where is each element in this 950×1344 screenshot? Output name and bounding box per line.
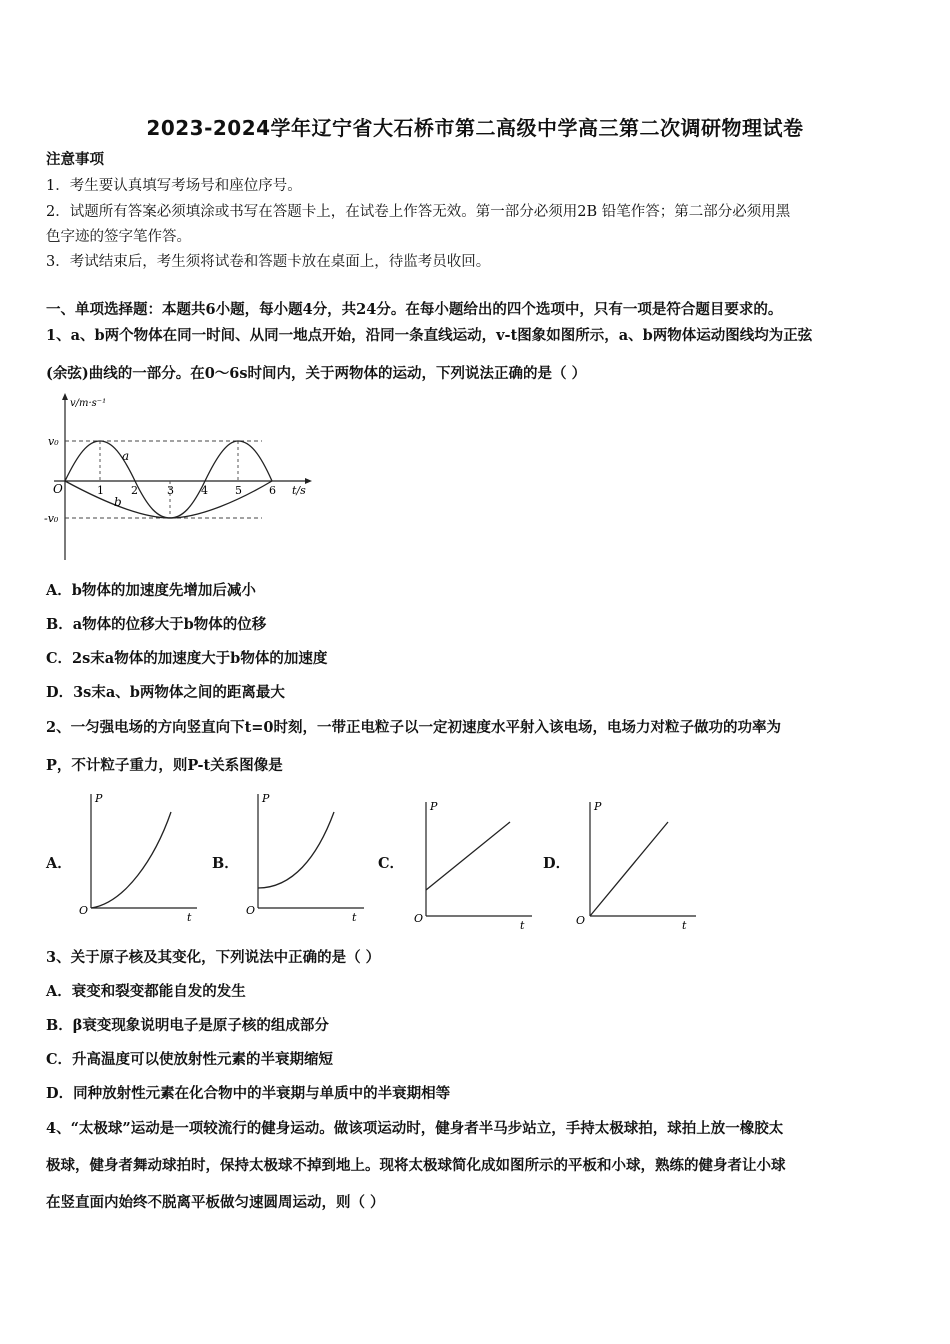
q3-stem: 3、关于原子核及其变化，下列说法中正确的是（ ） — [46, 949, 381, 966]
q1-option-b[interactable]: B．a物体的位移大于b物体的位移 — [46, 616, 267, 633]
curve-a — [65, 441, 272, 518]
q1-stem-line1: 1、a、b两个物体在同一时间、从同一地点开始，沿同一条直线运动，v-t图象如图所示，a、b两物体运动图线均为正弦 — [46, 327, 813, 344]
q2-stem-line1: 2、一匀强电场的方向竖直向下t=0时刻，一带正电粒子以一定初速度水平射入该电场，电场力对粒子做功的功率为 — [46, 719, 782, 736]
q1-option-c[interactable]: C．2s末a物体的加速度大于b物体的加速度 — [46, 650, 328, 667]
notice-item-2: 2．试题所有答案必须填涂或书写在答题卡上，在试卷上作答无效。第一部分必须用2B 铅笔作答；第二部分必须用黑 — [46, 204, 791, 220]
o-label: O — [576, 914, 586, 927]
curve-b-label: b — [114, 495, 122, 509]
section1-heading: 一、单项选择题：本题共6小题，每小题4分，共24分。在每小题给出的四个选项中，只有一项是符合题目要求的。 — [46, 301, 783, 318]
curve — [590, 822, 668, 916]
notice-item-2-cont: 色字迹的签字笔作答。 — [46, 229, 191, 245]
p-label: P — [594, 800, 602, 813]
q1-stem-line2: (余弦)曲线的一部分。在0～6s时间内，关于两物体的运动，下列说法正确的是（ ） — [46, 365, 587, 382]
curve — [91, 812, 171, 908]
t-label: t — [352, 911, 357, 923]
q2-graph-b[interactable] — [242, 788, 372, 923]
neg-v0-label: -v₀ — [44, 512, 59, 525]
q3-option-a[interactable]: A．衰变和裂变都能自发的发生 — [46, 983, 246, 1000]
curve — [258, 812, 334, 888]
q3-option-c[interactable]: C．升高温度可以使放射性元素的半衰期缩短 — [46, 1051, 334, 1068]
q3-option-b[interactable]: B．β衰变现象说明电子是原子核的组成部分 — [46, 1017, 329, 1034]
p-label: P — [95, 792, 103, 805]
tick-3: 3 — [167, 484, 174, 497]
tick-6: 6 — [269, 484, 276, 497]
q2-graph-a[interactable] — [75, 788, 205, 923]
o-label: O — [414, 912, 424, 925]
t-label: t — [520, 919, 525, 931]
q1-vt-graph — [40, 392, 320, 562]
q2-graph-d[interactable] — [574, 796, 704, 931]
notice-item-1: 1．考生要认真填写考场号和座位序号。 — [46, 178, 302, 194]
q2-stem-line2: P，不计粒子重力，则P-t关系图像是 — [46, 757, 283, 774]
curve — [426, 822, 510, 890]
p-label: P — [430, 800, 438, 813]
v0-label: v₀ — [48, 435, 59, 448]
x-axis-label: t/s — [292, 484, 306, 497]
tick-2: 2 — [131, 484, 138, 497]
q2-option-d-label[interactable]: D． — [543, 855, 571, 872]
tick-5: 5 — [235, 484, 242, 497]
curve-a-label: a — [122, 449, 130, 463]
tick-4: 4 — [201, 484, 208, 497]
t-label: t — [187, 911, 192, 923]
notice-heading: 注意事项 — [46, 151, 104, 168]
notice-item-3: 3．考试结束后，考生须将试卷和答题卡放在桌面上，待监考员收回。 — [46, 254, 491, 270]
origin-label: O — [53, 482, 63, 496]
q2-graph-c[interactable] — [410, 796, 540, 931]
t-label: t — [682, 919, 687, 931]
p-label: P — [262, 792, 270, 805]
o-label: O — [79, 904, 89, 917]
tick-1: 1 — [97, 484, 104, 497]
q1-option-a[interactable]: A．b物体的加速度先增加后减小 — [46, 582, 256, 599]
q2-option-c-label[interactable]: C． — [378, 855, 405, 872]
q4-stem-line1: 4、“太极球”运动是一项较流行的健身运动。做该项运动时，健身者半马步站立，手持太极球拍，球拍上放一橡胶太 — [46, 1120, 784, 1137]
o-label: O — [246, 904, 256, 917]
q2-option-b-label[interactable]: B． — [212, 855, 239, 872]
q4-stem-line2: 极球，健身者舞动球拍时，保持太极球不掉到地上。现将太极球简化成如图所示的平板和小球，熟练的健身者让小球 — [46, 1157, 786, 1174]
y-axis-label: v/m·s⁻¹ — [70, 398, 107, 409]
page-title: 2023-2024学年辽宁省大石桥市第二高级中学高三第二次调研物理试卷 — [146, 116, 804, 140]
q2-option-a-label[interactable]: A． — [46, 855, 72, 872]
q3-option-d[interactable]: D．同种放射性元素在化合物中的半衰期与单质中的半衰期相等 — [46, 1085, 451, 1102]
q1-option-d[interactable]: D．3s末a、b两物体之间的距离最大 — [46, 684, 285, 701]
q4-stem-line3: 在竖直面内始终不脱离平板做匀速圆周运动，则（ ） — [46, 1194, 385, 1211]
